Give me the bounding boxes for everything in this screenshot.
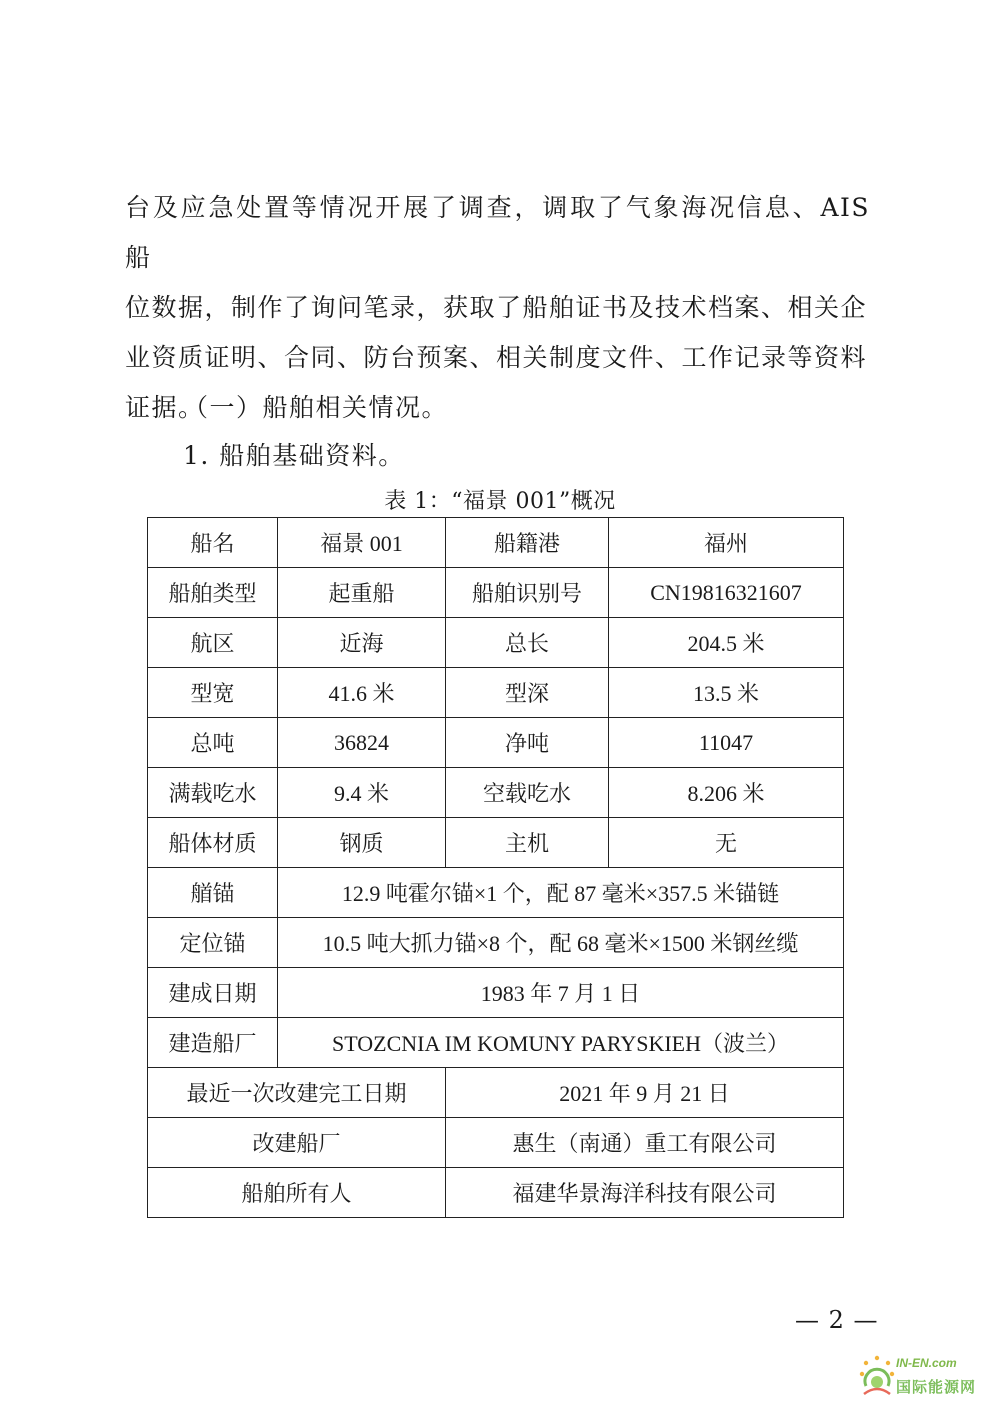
page-number: — 2 —: [795, 1306, 879, 1334]
cell-hull-material: 钢质: [278, 818, 446, 868]
table-caption: 表 1：“福景 001”概况: [384, 489, 616, 514]
cell-positioning-anchor-label: 定位锚: [148, 918, 278, 968]
table-row: [148, 1168, 844, 1218]
watermark-logo: [858, 1354, 994, 1406]
cell-length: 204.5 米: [609, 618, 844, 668]
table-row: [148, 1068, 844, 1118]
cell-shipyard-label: 建造船厂: [148, 1018, 278, 1068]
table-row: [148, 818, 844, 868]
table-row: [148, 718, 844, 768]
table-row: [148, 568, 844, 618]
cell-light-draft: 8.206 米: [609, 768, 844, 818]
cell-light-draft-label: 空载吃水: [446, 768, 609, 818]
table-row: [148, 518, 844, 568]
table-row: [148, 918, 844, 968]
cell-bow-anchor-label: 艏锚: [148, 868, 278, 918]
cell-build-date-label: 建成日期: [148, 968, 278, 1018]
cell-port-label: 船籍港: [446, 518, 609, 568]
sun-logo-icon: [858, 1354, 896, 1398]
cell-ship-name-label: 船名: [148, 518, 278, 568]
intro-line-4: 证据。: [125, 393, 205, 422]
watermark-cn: 国际能源网: [896, 1378, 977, 1396]
section-heading: （一）船舶相关情况。: [183, 393, 449, 422]
cell-ship-id-label: 船舶识别号: [446, 568, 609, 618]
cell-ship-name: 福景 001: [278, 518, 446, 568]
table-row: [148, 968, 844, 1018]
cell-rebuild-yard-label: 改建船厂: [148, 1118, 446, 1168]
cell-ship-type-label: 船舶类型: [148, 568, 278, 618]
table-row: [148, 768, 844, 818]
cell-length-label: 总长: [446, 618, 609, 668]
cell-full-draft-label: 满载吃水: [148, 768, 278, 818]
table-row: [148, 1018, 844, 1068]
cell-net-tonnage-label: 净吨: [446, 718, 609, 768]
cell-navigation-area: 近海: [278, 618, 446, 668]
cell-gross-tonnage: 36824: [278, 718, 446, 768]
cell-navigation-area-label: 航区: [148, 618, 278, 668]
cell-depth-label: 型深: [446, 668, 609, 718]
cell-net-tonnage: 11047: [609, 718, 844, 768]
cell-positioning-anchor: 10.5 吨大抓力锚×8 个，配 68 毫米×1500 米钢丝缆: [278, 918, 844, 968]
cell-ship-type: 起重船: [278, 568, 446, 618]
cell-port: 福州: [609, 518, 844, 568]
watermark-en: IN-EN.com: [896, 1356, 957, 1370]
cell-bow-anchor: 12.9 吨霍尔锚×1 个，配 87 毫米×357.5 米锚链: [278, 868, 844, 918]
cell-main-engine: 无: [609, 818, 844, 868]
cell-shipyard: STOZCNIA IM KOMUNY PARYSKIEH（波兰）: [278, 1018, 844, 1068]
cell-owner: 福建华景海洋科技有限公司: [446, 1168, 844, 1218]
cell-breadth-label: 型宽: [148, 668, 278, 718]
table-row: [148, 618, 844, 668]
cell-rebuild-date-label: 最近一次改建完工日期: [148, 1068, 446, 1118]
cell-owner-label: 船舶所有人: [148, 1168, 446, 1218]
intro-line-1: 台及应急处置等情况开展了调查，调取了气象海况信息、AIS 船: [125, 193, 870, 272]
table-row: [148, 668, 844, 718]
cell-rebuild-yard: 惠生（南通）重工有限公司: [446, 1118, 844, 1168]
cell-breadth: 41.6 米: [278, 668, 446, 718]
table-row: [148, 1118, 844, 1168]
ship-overview-table: [147, 517, 844, 1218]
cell-rebuild-date: 2021 年 9 月 21 日: [446, 1068, 844, 1118]
cell-full-draft: 9.4 米: [278, 768, 446, 818]
cell-gross-tonnage-label: 总吨: [148, 718, 278, 768]
intro-line-3: 业资质证明、合同、防台预案、相关制度文件、工作记录等资料: [125, 343, 868, 372]
cell-depth: 13.5 米: [609, 668, 844, 718]
cell-main-engine-label: 主机: [446, 818, 609, 868]
table-row: [148, 868, 844, 918]
cell-ship-id: CN19816321607: [609, 568, 844, 618]
subsection-heading: 1. 船舶基础资料。: [183, 441, 405, 470]
intro-line-2: 位数据，制作了询问笔录，获取了船舶证书及技术档案、相关企: [125, 293, 868, 322]
cell-build-date: 1983 年 7 月 1 日: [278, 968, 844, 1018]
cell-hull-material-label: 船体材质: [148, 818, 278, 868]
